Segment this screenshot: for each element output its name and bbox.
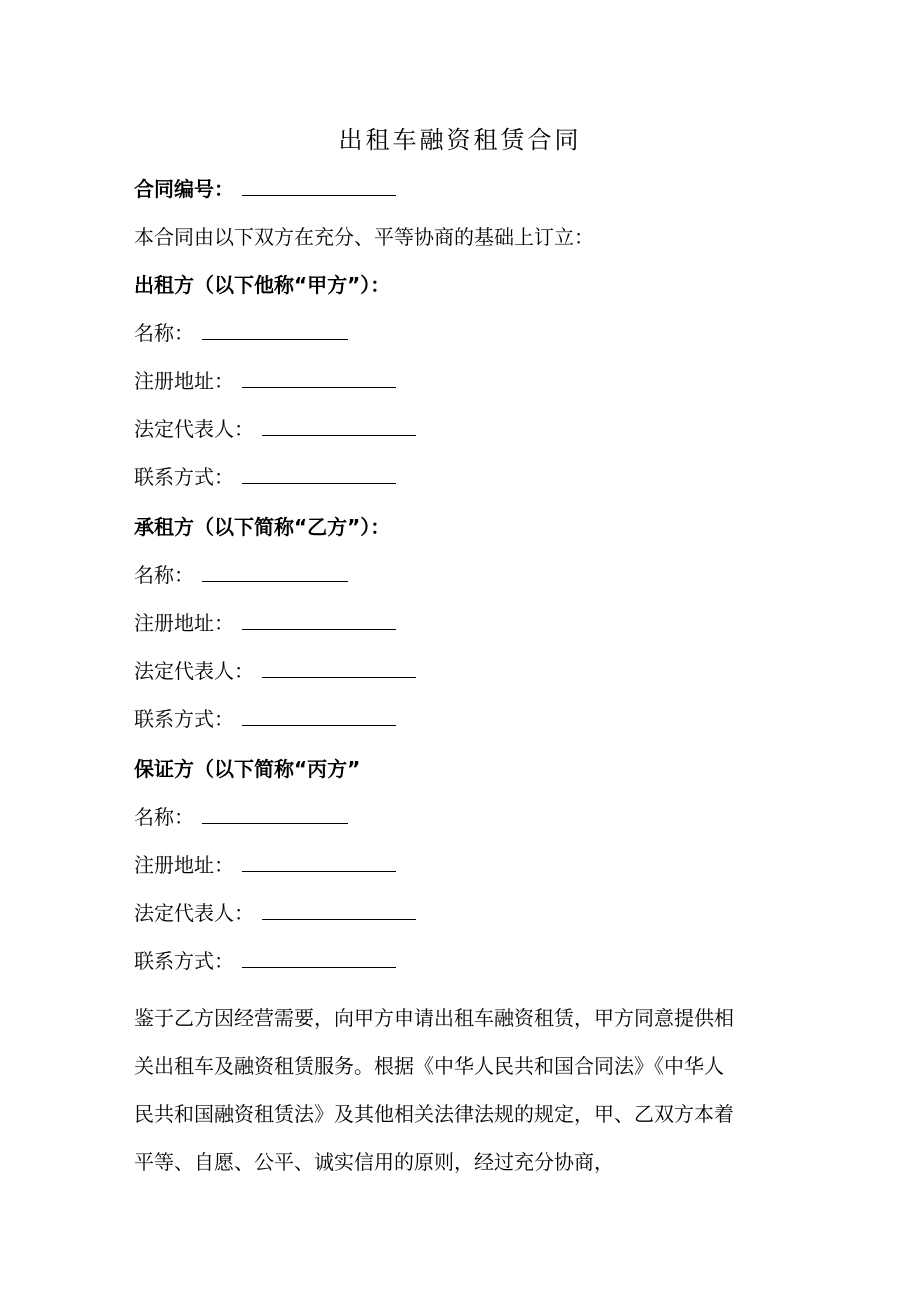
lessor-heading: 出租方（以下他称“甲方”）：	[134, 273, 391, 297]
lessor-name-line	[134, 318, 348, 348]
contract-number-label: 合同编号：	[134, 177, 234, 201]
lessor-contact-label: 联系方式：	[134, 465, 234, 489]
guarantor-name-blank[interactable]	[202, 802, 348, 824]
intro-text: 本合同由以下双方在充分、平等协商的基础上订立：	[134, 225, 594, 249]
paragraph-line: 鉴于乙方因经营需要，向甲方申请出租车融资租赁，甲方同意提供相	[134, 1006, 734, 1030]
guarantor-rep-blank[interactable]	[262, 898, 416, 920]
lessee-rep-blank[interactable]	[262, 656, 416, 678]
guarantor-contact-line	[134, 946, 396, 976]
guarantor-contact-label: 联系方式：	[134, 949, 234, 973]
guarantor-address-blank[interactable]	[242, 850, 396, 872]
lessee-contact-blank[interactable]	[242, 704, 396, 726]
lessee-rep-line	[134, 656, 416, 686]
lessee-rep-label: 法定代表人：	[134, 659, 254, 683]
lessor-address-label: 注册地址：	[134, 369, 234, 393]
document-title: 出租车融资租赁合同	[338, 126, 582, 154]
lessor-address-blank[interactable]	[242, 366, 396, 388]
lessee-name-label: 名称：	[134, 563, 194, 587]
guarantor-address-label: 注册地址：	[134, 853, 234, 877]
lessee-contact-line	[134, 704, 396, 734]
recital-paragraph	[134, 994, 794, 1186]
lessee-heading: 承租方（以下简称“乙方”）：	[134, 515, 391, 539]
guarantor-contact-blank[interactable]	[242, 946, 396, 968]
guarantor-rep-label: 法定代表人：	[134, 901, 254, 925]
lessee-name-blank[interactable]	[202, 560, 348, 582]
lessee-name-line	[134, 560, 348, 590]
lessor-name-blank[interactable]	[202, 318, 348, 340]
guarantor-address-line	[134, 850, 396, 880]
guarantor-name-label: 名称：	[134, 805, 194, 829]
guarantor-name-line	[134, 802, 348, 832]
paragraph-line: 关出租车及融资租赁服务。根据《中华人民共和国合同法》《中华人	[134, 1054, 724, 1078]
lessee-contact-label: 联系方式：	[134, 707, 234, 731]
guarantor-heading: 保证方（以下简称“丙方”	[134, 757, 361, 781]
paragraph-line: 民共和国融资租赁法》及其他相关法律法规的规定，甲、乙双方本着	[134, 1102, 734, 1126]
lessor-contact-line	[134, 462, 396, 492]
lessor-name-label: 名称：	[134, 321, 194, 345]
lessor-rep-blank[interactable]	[262, 414, 416, 436]
lessor-address-line	[134, 366, 396, 396]
lessee-address-line	[134, 608, 396, 638]
contract-number-line	[134, 174, 396, 204]
guarantor-rep-line	[134, 898, 416, 928]
lessor-contact-blank[interactable]	[242, 462, 396, 484]
lessor-rep-line	[134, 414, 416, 444]
lessee-address-label: 注册地址：	[134, 611, 234, 635]
lessee-address-blank[interactable]	[242, 608, 396, 630]
contract-number-blank[interactable]	[242, 174, 396, 196]
lessor-rep-label: 法定代表人：	[134, 417, 254, 441]
paragraph-line: 平等、自愿、公平、诚实信用的原则，经过充分协商，	[134, 1150, 614, 1174]
